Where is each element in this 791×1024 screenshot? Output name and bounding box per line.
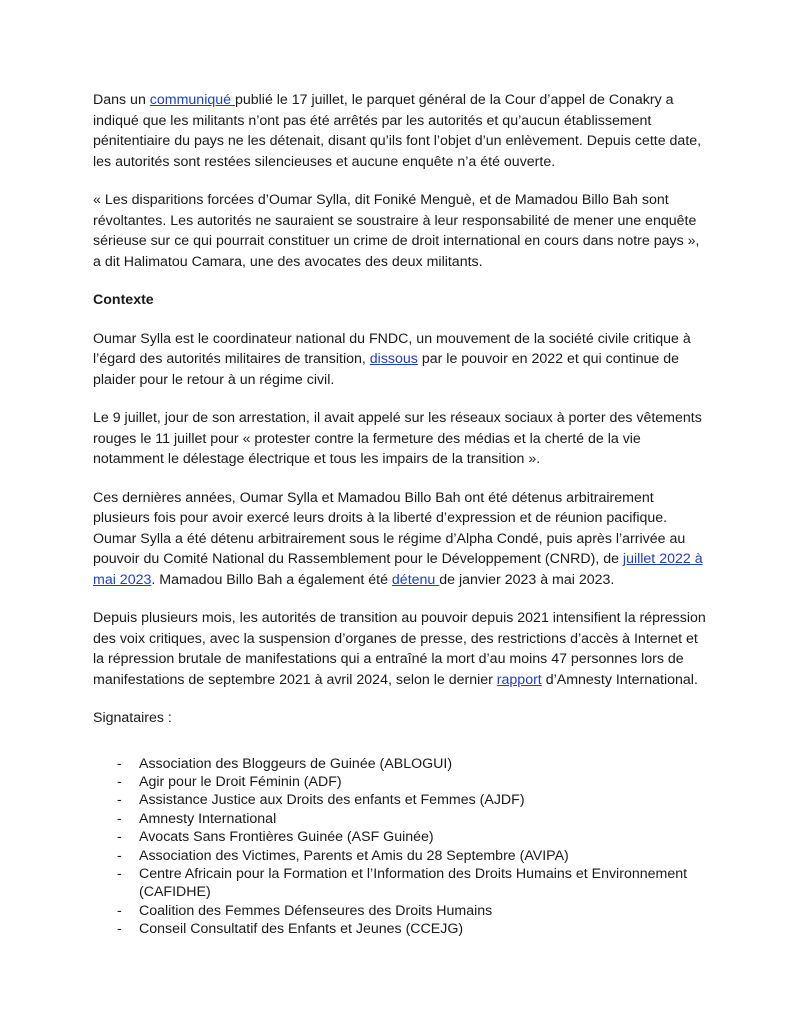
bullet-dash: -: [117, 755, 122, 772]
paragraph-coordinator: Oumar Sylla est le coordinateur national du FNDC, un mouvement de la société civile critique à l’égard des autorités militaires de transition, dissous par le pouvoir en 2022 et qui continue de plaider pour le retour à un régime civil.: [93, 330, 691, 388]
paragraph-repression: Depuis plusieurs mois, les autorités de transition au pouvoir depuis 2021 intensifient la répression des voix critiques, avec la suspension d’organes de presse, des restrictions d’accès à Internet et la répression brutale de manifestations qui a entraîné la mort d’au moins 47 personnes lors de manifestations de septembre 2021 à avril 2024, selon le dernier rapport d’Amnesty International.: [93, 610, 706, 688]
bullet-dash: -: [117, 902, 122, 919]
paragraph-arrest: Le 9 juillet, jour de son arrestation, il avait appelé sur les réseaux sociaux à porter des vêtements rouges le 11 juillet pour « protester contre la fermeture des médias et la cherté de la vie notamment le délestage électrique et tous les impairs de la transition ».: [93, 410, 702, 467]
paragraph-detentions: Ces dernières années, Oumar Sylla et Mamadou Billo Bah ont été détenus arbitrairement plusieurs fois pour avoir exercé leurs droits à la liberté d’expression et de réunion pacifique. Oumar Sylla a été détenu arbitrairement sous le régime d’Alpha Condé, puis après l’arrivée au pouvoir du Comité National du Rassemblement pour le Développement (CNRD), de juillet 2022 à mai 2023. Mamadou Billo Bah a également été détenu de janvier 2023 à mai 2023.: [93, 489, 703, 588]
list-item: - Association des Victimes, Parents et Amis du 28 Septembre (AVIPA): [117, 847, 569, 864]
bullet-dash: -: [117, 921, 122, 938]
bullet-dash: -: [117, 773, 122, 790]
bullet-dash: -: [117, 865, 122, 882]
bullet-dash: -: [117, 810, 122, 827]
list-item: - Avocats Sans Frontières Guinée (ASF Guinée): [117, 829, 434, 846]
bullet-dash: -: [117, 792, 122, 809]
list-item: - Amnesty International: [117, 810, 277, 827]
paragraph-communique: Dans un communiqué publié le 17 juillet, le parquet général de la Cour d’appel de Conakry a indiqué que les militants n’ont pas été arrêtés par les autorités et qu’aucun établissement pénitentiaire du pays ne les détenait, disant qu’ils font l’objet d’un enlèvement. Depuis cette date, les autorités sont restées silencieuses et aucune enquête n’a été ouverte.: [93, 92, 702, 170]
dissous-link[interactable]: dissous: [369, 351, 418, 367]
list-item: - Assistance Justice aux Droits des enfants et Femmes (AJDF): [117, 792, 525, 809]
juillet-2022-link[interactable]: juillet 2022 à mai 2023: [93, 551, 703, 588]
bullet-dash: -: [117, 847, 122, 864]
list-item: - Association des Bloggeurs de Guinée (ABLOGUI): [117, 755, 453, 772]
communique-link[interactable]: communiqué: [149, 92, 235, 108]
rapport-link[interactable]: rapport: [496, 671, 542, 688]
list-item: - Centre Africain pour la Formation et l’Information des Droits Humains et Environnement (CAFIDHE): [117, 865, 688, 901]
signatories-label: Signataires :: [93, 710, 172, 726]
document-body: [93, 90, 708, 939]
list-item: - Coalition des Femmes Défenseures des Droits Humains: [117, 902, 493, 919]
section-heading-contexte: Contexte: [93, 292, 154, 308]
detenu-link[interactable]: détenu: [391, 571, 440, 588]
bullet-dash: -: [117, 829, 122, 846]
paragraph-quote: « Les disparitions forcées d’Oumar Sylla, dit Foniké Menguè, et de Mamadou Billo Bah sont révoltantes. Les autorités ne sauraient se soustraire à leur responsabilité de mener une enquête sérieuse sur ce qui pourrait constituer un crime de droit international en cours dans notre pays », a dit Halimatou Camara, une des avocates des deux militants.: [93, 192, 700, 270]
list-item: - Agir pour le Droit Féminin (ADF): [117, 773, 342, 790]
list-item: - Conseil Consultatif des Enfants et Jeunes (CCEJG): [117, 921, 464, 938]
signatories-list: [93, 755, 708, 939]
